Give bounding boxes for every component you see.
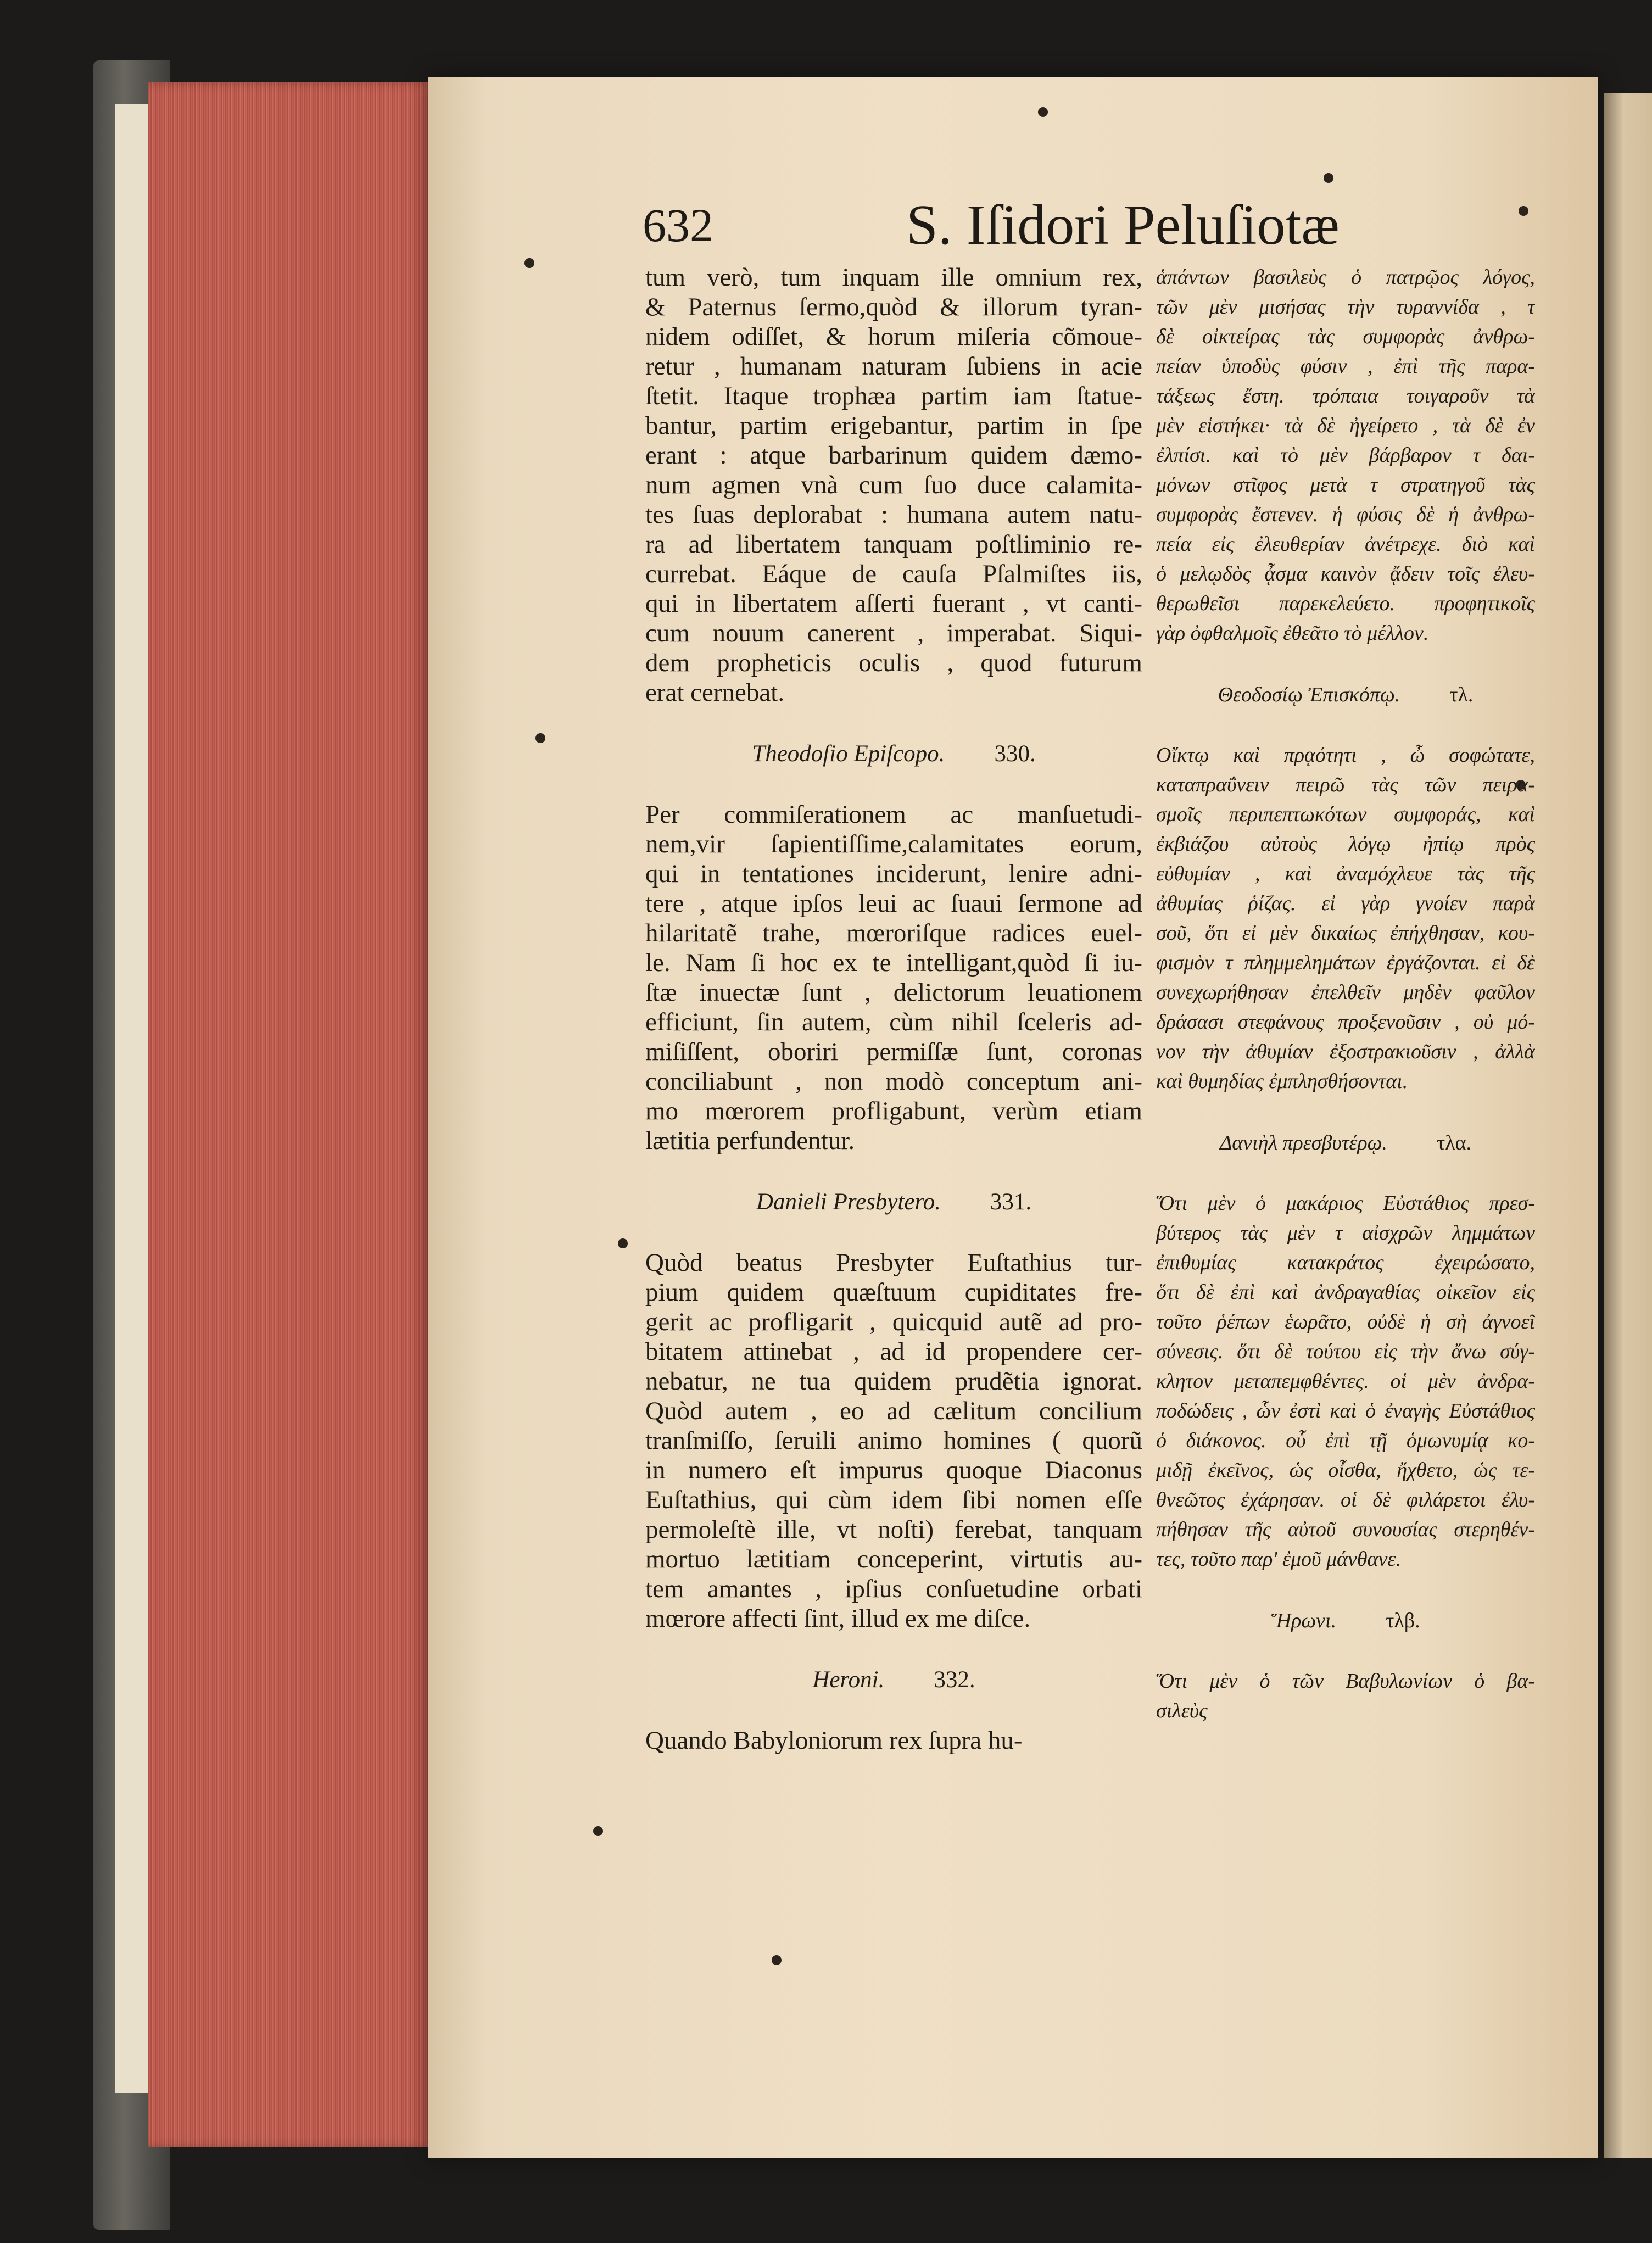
text-line: nidem odiſſet, & horum miſeria cõmoue- — [645, 322, 1142, 351]
running-title: S. Iſidori Peluſiotæ — [906, 193, 1340, 256]
text-line: ἐλπίσι. καὶ τὸ μὲν βάρβαρον τ δαι- — [1156, 444, 1535, 467]
text-line: Ὅτι μὲν ὁ μακάριος Εὐστάθιος πρεσ- — [1156, 1192, 1535, 1215]
text-line: tranſmiſſo, ſeruili animo homines ( quorũ — [645, 1426, 1142, 1455]
text-line: qui in tentationes inciderunt, lenire adni- — [645, 860, 1142, 888]
greek-column — [1156, 263, 1535, 1726]
text-line: pium quidem quæſtuum cupiditates fre- — [645, 1278, 1142, 1307]
letter-number: 332. — [934, 1667, 975, 1693]
text-line: ἁπάντων βασιλεὺς ὁ πατρῷος λόγος, — [1156, 266, 1535, 289]
paper-speck — [772, 1955, 782, 1965]
text-line: hilaritatẽ trahe, mœroriſque radices euel- — [645, 919, 1142, 947]
text-line: γὰρ ὀφθαλμοῖς ἐθεᾶτο τὸ μέλλον. — [1156, 622, 1429, 645]
text-line: ἐκβιάζου αὐτοὺς λόγῳ ἠπίῳ πρὸς — [1156, 833, 1535, 856]
text-line: πείαν ὑποδὺς φύσιν , ἐπὶ τῆς παρα- — [1156, 355, 1535, 378]
text-line: ἀθυμίας ῥίζας. εἰ γὰρ γνοίεν παρὰ — [1156, 892, 1535, 915]
paper-speck — [1038, 107, 1048, 117]
text-line: ὁ μελῳδὸς ᾆσμα καινὸν ᾄδειν τοῖς ἐλευ- — [1156, 562, 1535, 585]
text-line: miſiſſent, oboriri permiſſæ ſunt, coronas — [645, 1037, 1142, 1066]
text-line: δράσασι στεφάνους προξενοῦσιν , οὐ μό- — [1156, 1011, 1535, 1034]
text-line: tem amantes , ipſius conſuetudine orbati — [645, 1575, 1142, 1603]
text-line: Quando Babyloniorum rex ſupra hu- — [645, 1726, 1023, 1755]
text-line: ὁ διάκονος. οὗ ἐπὶ τῇ ὁμωνυμίᾳ κο- — [1156, 1429, 1535, 1452]
text-line: tes ſuas deplorabat : humana autem natu- — [645, 500, 1142, 529]
letter-number: 330. — [994, 741, 1036, 767]
text-line: συνεχωρήθησαν ἐπελθεῖν μηδὲν φαῦλον — [1156, 981, 1535, 1004]
text-line: ποδώδεις , ὧν ἐστὶ καὶ ὁ ἐναγὴς Εὐστάθιος — [1156, 1399, 1535, 1422]
page-edges — [148, 82, 434, 2147]
text-line: κλητον μεταπεμφθέντες. οἱ μὲν ἀνδρα- — [1156, 1370, 1535, 1393]
text-line: Quòd autem , eo ad cælitum concilium — [645, 1397, 1142, 1425]
text-line: conciliabunt , non modò conceptum ani- — [645, 1067, 1142, 1096]
text-line: mo mœrorem profligabunt, verùm etiam — [645, 1097, 1142, 1125]
text-line: lætitia perfundentur. — [645, 1126, 855, 1155]
text-line: βύτερος τὰς μὲν τ αἰσχρῶν λημμάτων — [1156, 1221, 1535, 1245]
text-line: μιδῇ ἐκεῖνος, ὡς οἶσθα, ἤχθετο, ὡς τε- — [1156, 1459, 1535, 1482]
text-line: Euſtathius, qui cùm idem ſibi nomen eſſe — [645, 1486, 1142, 1514]
text-line: πήθησαν τῆς αὐτοῦ συνουσίας στερηθέν- — [1156, 1518, 1535, 1541]
letter-addressee: Θεοδοσίῳ Ἐπισκόπῳ. — [1218, 683, 1400, 706]
paper-speck — [618, 1238, 628, 1248]
letter-number: 331. — [990, 1189, 1032, 1215]
letter-addressee: Ἥρωνι. — [1271, 1609, 1337, 1632]
text-line: currebat. Eáque de cauſa Pſalmiſtes iis, — [645, 560, 1142, 588]
text-line: in numero eſt impurus quoque Diaconus — [645, 1456, 1142, 1485]
text-line: πεία εἰς ἐλευθερίαν ἀνέτρεχε. διὸ καὶ — [1156, 533, 1535, 556]
text-line: Ὅτι μὲν ὁ τῶν Βαβυλωνίων ὁ βα- — [1156, 1670, 1535, 1693]
text-line: num agmen vnà cum ſuo duce calamita- — [645, 471, 1142, 499]
text-line: συμφορὰς ἔστενεν. ἡ φύσις δὲ ἡ ἀνθρω- — [1156, 503, 1535, 526]
text-line: σύνεσις. ὅτι δὲ τούτου εἰς τὴν ἄνω σύγ- — [1156, 1340, 1535, 1363]
text-line: erat cernebat. — [645, 678, 785, 707]
text-line: φισμὸν τ πλημμελημάτων ἐργάζονται. εἰ δὲ — [1156, 951, 1535, 974]
letter-heading — [1156, 1128, 1535, 1158]
text-line: ἐπιθυμίας κατακράτος ἐχειρώσατο, — [1156, 1251, 1535, 1274]
text-line: σμοῖς περιπεπτωκότων συμφοράς, καὶ — [1156, 803, 1535, 826]
text-line: erant : atque barbarinum quidem dæmo- — [645, 441, 1142, 470]
letter-number: τλα. — [1436, 1131, 1472, 1154]
text-line: bantur, partim erigebantur, partim in ſpe — [645, 411, 1142, 440]
facing-page-edge — [1604, 93, 1652, 2158]
letter-number: τλβ. — [1386, 1609, 1420, 1632]
text-line: τοῦτο ῥέπων ἑωρᾶτο, οὐδὲ ἡ σὴ ἀγνοεῖ — [1156, 1310, 1535, 1333]
text-line: mortuo lætitiam conceperint, virtutis au- — [645, 1545, 1142, 1574]
text-line: καταπραΰνειν πειρῶ τὰς τῶν πειρα- — [1156, 773, 1535, 796]
text-line: retur , humanam naturam ſubiens in acie — [645, 352, 1142, 381]
text-line: & Paternus ſermo,quòd & illorum tyran- — [645, 293, 1142, 321]
text-line: tum verò, tum inquam ille omnium rex, — [645, 263, 1142, 292]
text-line: le. Nam ſi hoc ex te intelligant,quòd ſi iu- — [645, 948, 1142, 977]
letter-addressee: Heroni. — [812, 1667, 885, 1693]
text-line: dem propheticis oculis , quod futurum — [645, 649, 1142, 677]
text-line: θνεῶτος ἐχάρησαν. οἱ δὲ φιλάρετοι ἐλυ- — [1156, 1488, 1535, 1511]
text-line: mœrore affecti ſint, illud ex me diſce. — [645, 1604, 1031, 1633]
text-line: σοῦ, ὅτι εἰ μὲν δικαίως ἐπήχθησαν, κου- — [1156, 922, 1535, 945]
text-line: nebatur, ne tua quidem prudẽtia ignorat. — [645, 1367, 1142, 1396]
letter-heading — [1156, 680, 1535, 710]
text-line: μόνων στῖφος μετὰ τ στρατηγοῦ τὰς — [1156, 473, 1535, 496]
text-line: Οἴκτῳ καὶ πρᾳότητι , ὦ σοφώτατε, — [1156, 744, 1535, 767]
page-header — [643, 192, 1576, 264]
text-line: bitatem attinebat , ad id propendere cer- — [645, 1337, 1142, 1366]
text-line: ὅτι δὲ ἐπὶ καὶ ἀνδραγαθίας οἰκεῖον εἰς — [1156, 1281, 1535, 1304]
paper-speck — [524, 258, 534, 268]
letter-number: τλ. — [1449, 683, 1474, 706]
latin-column — [645, 263, 1142, 1755]
paper-speck — [1324, 173, 1333, 183]
text-line: καὶ θυμηδίας ἐμπλησθήσονται. — [1156, 1070, 1408, 1093]
letter-heading — [645, 739, 1142, 769]
text-line: τες, τοῦτο παρ' ἐμοῦ μάνθανε. — [1156, 1548, 1401, 1571]
text-line: cum nouum canerent , imperabat. Siqui- — [645, 619, 1142, 648]
text-line: ſtetit. Itaque trophæa partim iam ſtatue- — [645, 382, 1142, 410]
text-line: ſtæ inuectæ ſunt , delictorum leuationem — [645, 978, 1142, 1007]
text-line: Per commiſerationem ac manſuetudi- — [645, 800, 1142, 829]
text-line: gerit ac profligarit , quicquid autẽ ad pro- — [645, 1308, 1142, 1336]
letter-addressee: Δανιὴλ πρεσβυτέρῳ. — [1219, 1131, 1387, 1154]
text-line: tere , atque ipſos leui ac ſuaui ſermone ad — [645, 889, 1142, 918]
text-line: qui in libertatem aſſerti fuerant , vt canti- — [645, 589, 1142, 618]
text-line: nem,vir ſapientiſſime,calamitates eorum, — [645, 830, 1142, 858]
text-line: τῶν μὲν μισήσας τὴν τυραννίδα , τ — [1156, 295, 1535, 319]
text-line: Quòd beatus Presbyter Euſtathius tur- — [645, 1248, 1142, 1277]
letter-heading — [1156, 1606, 1535, 1636]
letter-heading — [645, 1187, 1142, 1217]
page-number: 632 — [643, 199, 713, 252]
text-line: μὲν εἱστήκει· τὰ δὲ ἠγείρετο , τὰ δὲ ἐν — [1156, 414, 1535, 437]
text-line: εὐθυμίαν , καὶ ἀναμόχλευε τὰς τῆς — [1156, 862, 1535, 885]
letter-heading — [645, 1665, 1142, 1695]
text-line: σιλεὺς — [1156, 1699, 1208, 1722]
text-line: δὲ οἰκτείρας τὰς συμφορὰς ἀνθρω- — [1156, 325, 1535, 348]
text-line: ra ad libertatem tanquam poſtliminio re- — [645, 530, 1142, 559]
text-line: permoleſtè ille, vt noſti) ferebat, tanquam — [645, 1515, 1142, 1544]
paper-speck — [535, 733, 545, 743]
text-line: θερωθεῖσι παρεκελεύετο. προφητικοῖς — [1156, 592, 1535, 615]
letter-addressee: Theodoſio Epiſcopo. — [752, 741, 945, 767]
text-line: efficiunt, ſin autem, cùm nihil ſceleris ad- — [645, 1008, 1142, 1036]
text-line: τάξεως ἔστη. τρόπαια τοιγαροῦν τὰ — [1156, 384, 1535, 408]
letter-addressee: Danieli Presbytero. — [756, 1189, 941, 1215]
text-line: νον τὴν ἀθυμίαν ἐξοστρακιοῦσιν , ἀλλὰ — [1156, 1040, 1535, 1063]
paper-speck — [593, 1826, 603, 1836]
